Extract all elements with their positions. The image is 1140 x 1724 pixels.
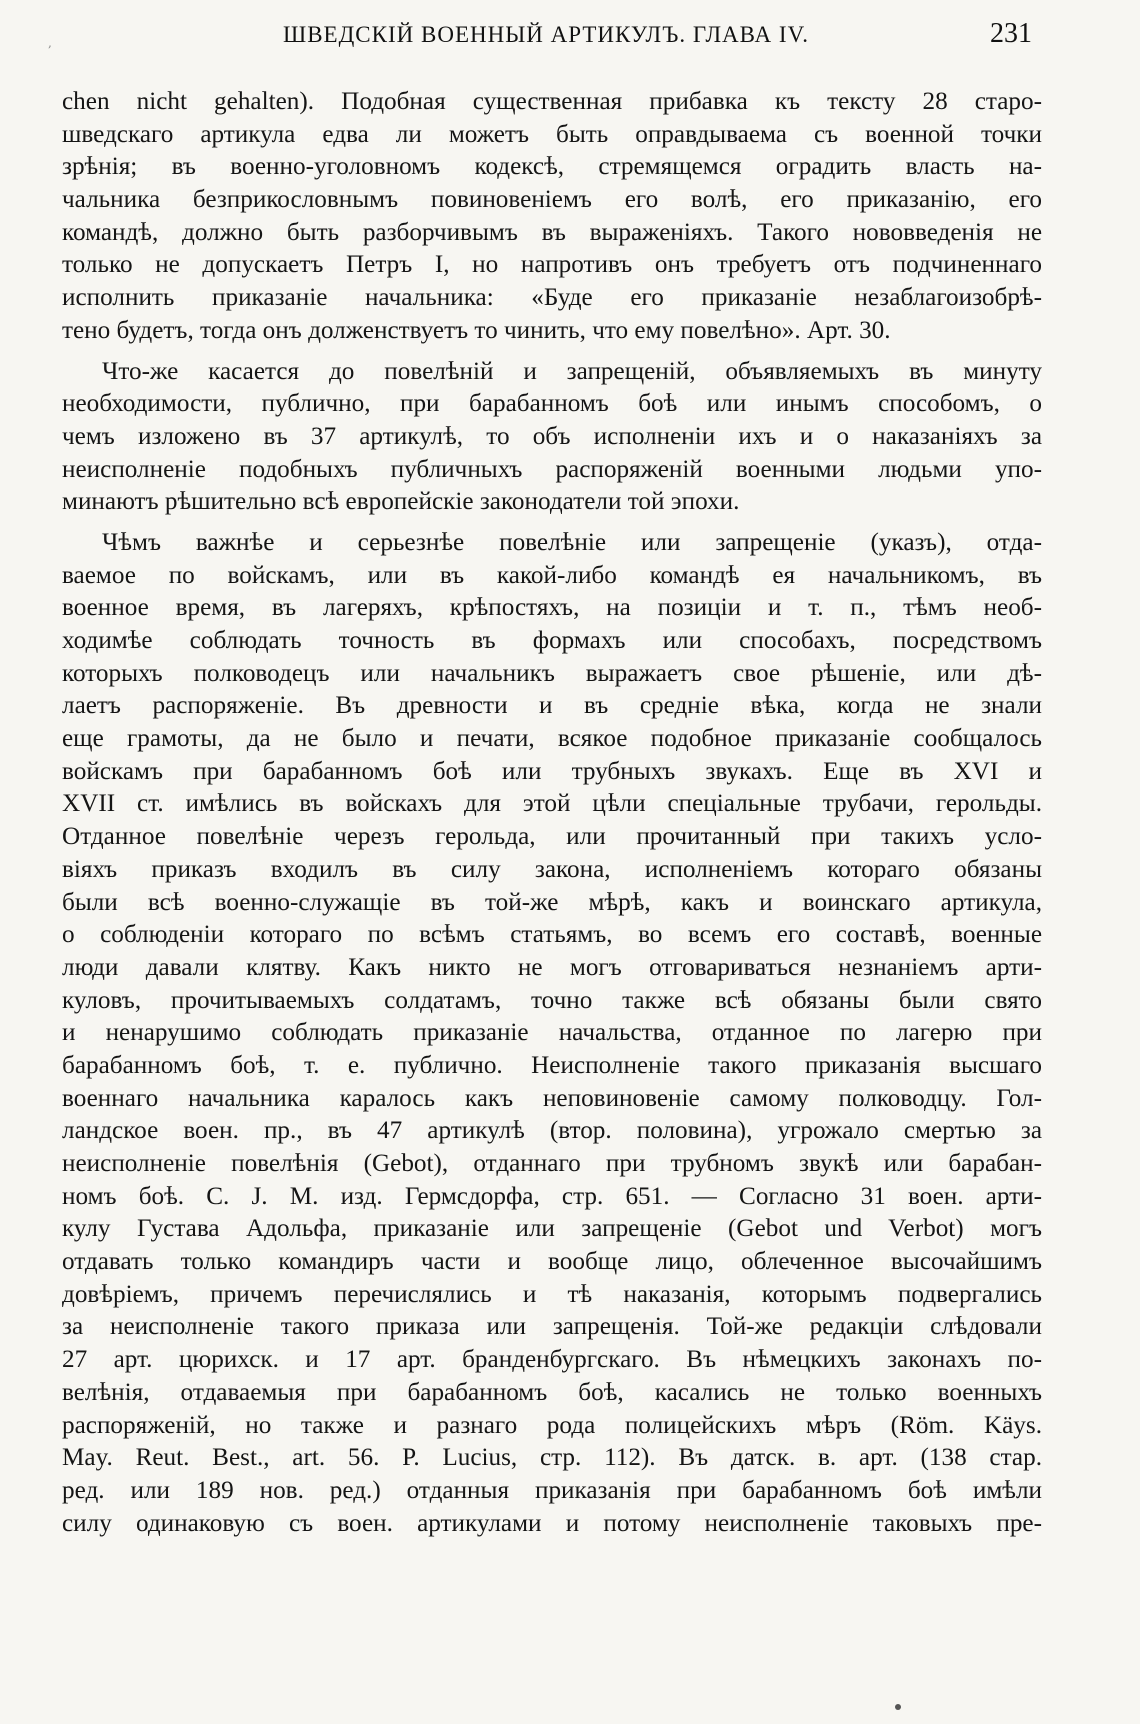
text-line: еще грамоты, да не было и печати, всякое подобное приказаніе сообщалось bbox=[62, 725, 1042, 753]
text-line: тено будетъ, тогда онъ долженствуетъ то чинить, что ему повелѣно». Арт. 30. bbox=[62, 316, 891, 344]
text-line: chen nicht gehalten). Подобная существенная прибавка къ тексту 28 старо- bbox=[62, 88, 1042, 115]
text-line: May. Reut. Best., art. 56. P. Lucius, стр. 112). Въ датск. в. арт. (138 стар. bbox=[62, 1444, 1042, 1472]
text-line: были всѣ военно-служащіе въ той-же мѣрѣ, какъ и воинскаго артикула, bbox=[62, 888, 1042, 916]
text-line: барабанномъ боѣ, т. е. публично. Неисполненіе такого приказанія высшаго bbox=[62, 1051, 1042, 1079]
margin-mark: , bbox=[48, 36, 52, 50]
text-line: Отданное повелѣніе черезъ герольда, или прочитанный при такихъ усло- bbox=[62, 823, 1042, 851]
text-line: которыхъ полководецъ или начальникъ выражаетъ свое рѣшеніе, или дѣ- bbox=[62, 659, 1042, 687]
text-line: 27 арт. цюрихск. и 17 арт. бранденбургскаго. Въ нѣмецкихъ законахъ по- bbox=[62, 1346, 1042, 1374]
ink-speck bbox=[895, 1704, 901, 1710]
text-line: ландское воен. пр., въ 47 артикулѣ (втор. половина), угрожало смертью за bbox=[62, 1117, 1042, 1145]
text-line: віяхъ приказъ входилъ въ силу закона, исполненіемъ котораго обязаны bbox=[62, 855, 1042, 883]
paragraph-1 bbox=[62, 86, 1042, 348]
text-line: XVII ст. имѣлись въ войскахъ для этой цѣли спеціальные трубачи, герольды. bbox=[62, 790, 1042, 818]
text-line: люди давали клятву. Какъ никто не могъ отговариваться незнаніемъ арти- bbox=[62, 953, 1042, 981]
text-line: Что-же касается до повелѣній и запрещеній, объявляемыхъ въ минуту bbox=[102, 357, 1042, 385]
text-line: войскамъ при барабанномъ боѣ или трубныхъ звукахъ. Еще въ XVI и bbox=[62, 757, 1042, 785]
text-line: зрѣнія; въ военно-уголовномъ кодексѣ, стремящемся оградить власть на- bbox=[62, 153, 1042, 181]
text-line: командѣ, должно быть разборчивымъ въ выраженіяхъ. Такого нововведенія не bbox=[62, 218, 1042, 246]
text-line: только не допускаетъ Петръ I, но напротивъ онъ требуетъ отъ подчиненнаго bbox=[62, 251, 1042, 279]
text-line: ред. или 189 нов. ред.) отданныя приказанія при барабанномъ боѣ имѣли bbox=[62, 1476, 1042, 1504]
text-line: ходимѣе соблюдать точность въ формахъ или способахъ, посредствомъ bbox=[62, 627, 1042, 654]
text-line: минаютъ рѣшительно всѣ европейскіе законодатели той эпохи. bbox=[62, 488, 740, 516]
text-line: и ненарушимо соблюдать приказаніе начальства, отданное по лагерю при bbox=[62, 1019, 1042, 1047]
text-line: велѣнія, отдаваемыя при барабанномъ боѣ, касались не только военныхъ bbox=[62, 1378, 1042, 1406]
text-line: ваемое по войскамъ, или въ какой-либо командѣ ея начальникомъ, въ bbox=[62, 561, 1042, 589]
text-line: военное время, въ лагеряхъ, крѣпостяхъ, на позиціи и т. п., тѣмъ необ- bbox=[62, 594, 1042, 622]
text-line: довѣріемъ, причемъ перечислялись и тѣ наказанія, которымъ подвергались bbox=[62, 1280, 1042, 1308]
text-line: о соблюденіи котораго по всѣмъ статьямъ, во всемъ его составѣ, военные bbox=[62, 921, 1042, 949]
page-header bbox=[60, 14, 1032, 54]
body-text bbox=[62, 86, 1042, 1540]
text-line: лаетъ распоряженіе. Въ древности и въ средніе вѣка, когда не знали bbox=[62, 692, 1042, 720]
page-number: 231 bbox=[990, 18, 1032, 49]
text-line: силу одинаковую съ воен. артикулами и потому неисполненіе таковыхъ пре- bbox=[62, 1509, 1042, 1537]
text-line: кулу Густава Адольфа, приказаніе или запрещеніе (Gebot und Verbot) могъ bbox=[62, 1215, 1042, 1243]
text-line: неисполненіе подобныхъ публичныхъ распоряженій военными людьми упо- bbox=[62, 455, 1042, 483]
paragraph-gap bbox=[62, 519, 1042, 527]
text-line: необходимости, публично, при барабанномъ боѣ или инымъ способомъ, о bbox=[62, 390, 1042, 418]
running-title: ШВЕДСКІЙ ВОЕННЫЙ АРТИКУЛЪ. ГЛАВА IV. bbox=[283, 22, 809, 47]
text-line: распоряженій, но также и разнаго рода полицейскихъ мѣръ (Röm. Käys. bbox=[62, 1411, 1042, 1439]
text-line: шведскаго артикула едва ли можетъ быть оправдываема съ военной точки bbox=[62, 120, 1042, 148]
text-line: номъ боѣ. С. J. M. изд. Гермсдорфа, стр. 651. — Согласно 31 воен. арти- bbox=[62, 1182, 1042, 1210]
text-line: исполнить приказаніе начальника: «Буде его приказаніе незаблагоизобрѣ- bbox=[62, 284, 1042, 312]
paragraph-gap bbox=[62, 348, 1042, 356]
paragraph-3 bbox=[62, 527, 1042, 1540]
text-line: за неисполненіе такого приказа или запрещенія. Той-же редакціи слѣдовали bbox=[62, 1313, 1042, 1341]
text-line: военнаго начальника каралось какъ неповиновеніе самому полководцу. Гол- bbox=[62, 1084, 1042, 1112]
text-line: неисполненіе повелѣнія (Gebot), отданнаго при трубномъ звукѣ или барабан- bbox=[62, 1150, 1042, 1177]
text-line: чальника безприкословнымъ повиновеніемъ его волѣ, его приказанію, его bbox=[62, 186, 1042, 214]
paragraph-2 bbox=[62, 356, 1042, 519]
text-line: куловъ, прочитываемыхъ солдатамъ, точно также всѣ обязаны были свято bbox=[62, 986, 1042, 1014]
text-line: отдавать только командиръ части и вообще лицо, облеченное высочайшимъ bbox=[62, 1248, 1042, 1276]
text-line: чемъ изложено въ 37 артикулѣ, то объ исполненіи ихъ и о наказаніяхъ за bbox=[62, 422, 1042, 450]
text-line: Чѣмъ важнѣе и серьезнѣе повелѣніе или запрещеніе (указъ), отда- bbox=[102, 528, 1042, 556]
